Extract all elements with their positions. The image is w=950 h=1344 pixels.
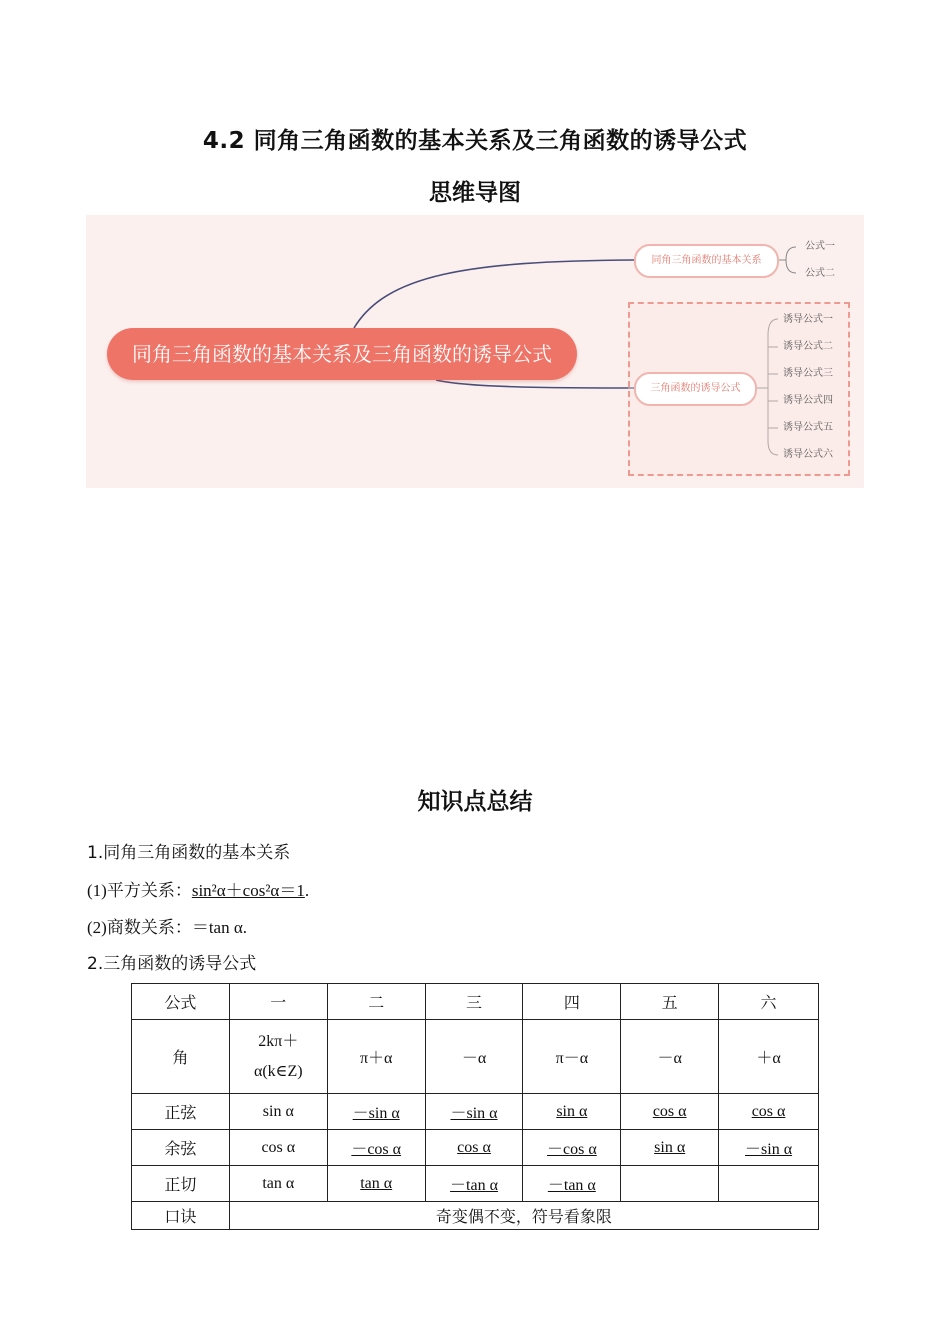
table-header-cell: 公式 bbox=[132, 984, 230, 1020]
mindmap-branch-induction: 三角函数的诱导公式 bbox=[634, 372, 757, 406]
table-cell: sin α bbox=[229, 1094, 327, 1130]
quotient-relation-line bbox=[87, 913, 247, 938]
mnemonic-cell: 奇变偶不变，符号看象限 bbox=[229, 1202, 818, 1230]
table-cell: －sin α bbox=[719, 1130, 819, 1166]
table-cell: －cos α bbox=[523, 1130, 621, 1166]
table-header-cell: 六 bbox=[719, 984, 819, 1020]
table-cell: ＋α bbox=[719, 1020, 819, 1094]
row-label: 角 bbox=[132, 1020, 230, 1094]
table-cell bbox=[621, 1166, 719, 1202]
connector-branch1 bbox=[354, 260, 634, 328]
table-cell: －tan α bbox=[523, 1166, 621, 1202]
table-cell: －sin α bbox=[425, 1094, 523, 1130]
page-title: 4.2 同角三角函数的基本关系及三角函数的诱导公式 bbox=[202, 128, 748, 154]
leaf-induction-6: 诱导公式六 bbox=[783, 449, 833, 460]
connector-b1-bracket bbox=[786, 247, 796, 273]
table-cell: cos α bbox=[621, 1094, 719, 1130]
mind-map bbox=[86, 215, 864, 488]
mindmap-branch-basic-relations: 同角三角函数的基本关系 bbox=[634, 244, 779, 278]
table-cell: tan α bbox=[327, 1166, 425, 1202]
leaf-induction-1: 诱导公式一 bbox=[783, 314, 833, 325]
table-cell: 2kπ＋α(k∈Z) bbox=[229, 1020, 327, 1094]
square-relation-label: (1)平方关系： bbox=[87, 881, 192, 900]
table-cell: －α bbox=[621, 1020, 719, 1094]
mindmap-heading: 思维导图 bbox=[429, 180, 521, 206]
row-label: 正切 bbox=[132, 1166, 230, 1202]
table-cell: sin α bbox=[523, 1094, 621, 1130]
table-cell: π＋α bbox=[327, 1020, 425, 1094]
leaf-formula-2: 公式二 bbox=[805, 268, 835, 279]
table-cell: π－α bbox=[523, 1020, 621, 1094]
leaf-induction-3: 诱导公式三 bbox=[783, 368, 833, 379]
table-cell: cos α bbox=[229, 1130, 327, 1166]
quotient-relation-label: (2)商数关系： bbox=[87, 918, 192, 937]
table-header-row bbox=[132, 984, 819, 1020]
induction-formula-table bbox=[131, 983, 819, 1230]
table-cell: tan α bbox=[229, 1166, 327, 1202]
table-header-cell: 二 bbox=[327, 984, 425, 1020]
row-label: 口诀 bbox=[132, 1202, 230, 1230]
leaf-formula-1: 公式一 bbox=[805, 241, 835, 252]
mindmap-root-node: 同角三角函数的基本关系及三角函数的诱导公式 bbox=[107, 328, 577, 380]
table-row-sine bbox=[132, 1094, 819, 1130]
square-relation-formula: sin²α＋cos²α＝1 bbox=[191, 881, 305, 900]
table-cell: －tan α bbox=[425, 1166, 523, 1202]
section1-heading: 1.同角三角函数的基本关系 bbox=[87, 843, 291, 863]
table-row-tangent bbox=[132, 1166, 819, 1202]
table-header-cell: 五 bbox=[621, 984, 719, 1020]
table-cell: cos α bbox=[425, 1130, 523, 1166]
square-relation-line bbox=[87, 876, 309, 901]
table-header-cell: 一 bbox=[229, 984, 327, 1020]
quotient-relation-formula: ＝tan α. bbox=[191, 918, 248, 937]
table-row-cosine bbox=[132, 1130, 819, 1166]
leaf-induction-2: 诱导公式二 bbox=[783, 341, 833, 352]
square-relation-period: . bbox=[304, 881, 310, 900]
leaf-induction-5: 诱导公式五 bbox=[783, 422, 833, 433]
knowledge-heading: 知识点总结 bbox=[417, 789, 533, 815]
leaf-induction-4: 诱导公式四 bbox=[783, 395, 833, 406]
table-cell: －cos α bbox=[327, 1130, 425, 1166]
table-row-mnemonic bbox=[132, 1202, 819, 1230]
table-header-cell: 四 bbox=[523, 984, 621, 1020]
table-cell: sin α bbox=[621, 1130, 719, 1166]
table-header-cell: 三 bbox=[425, 984, 523, 1020]
row-label: 正弦 bbox=[132, 1094, 230, 1130]
connector-branch2 bbox=[436, 380, 634, 388]
table-cell: cos α bbox=[719, 1094, 819, 1130]
table-cell: －α bbox=[425, 1020, 523, 1094]
table-row-angle bbox=[132, 1020, 819, 1094]
section2-heading: 2.三角函数的诱导公式 bbox=[87, 954, 257, 974]
table-cell: －sin α bbox=[327, 1094, 425, 1130]
row-label: 余弦 bbox=[132, 1130, 230, 1166]
table-cell bbox=[719, 1166, 819, 1202]
